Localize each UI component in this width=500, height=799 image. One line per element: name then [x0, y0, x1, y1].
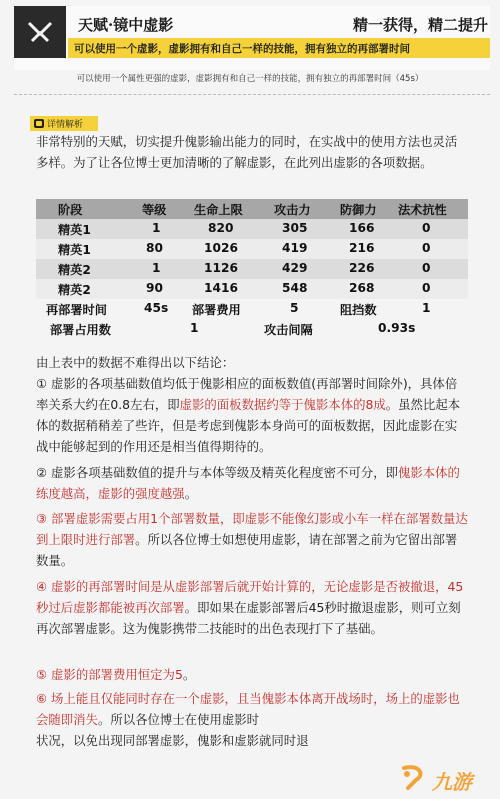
conclusion-1-tail: 。虽然比起本体的数据稍稍差了些许，但是考虑到傀影本身尚可的面板数据，因此虚影在实战中能够起到的作用还是相当值得期待的。	[36, 397, 461, 454]
conclusion-2	[36, 462, 468, 504]
cell-stage: 精英1	[58, 223, 91, 237]
table-row	[36, 279, 468, 299]
upgraded-description: 可以使用一个属性更强的虚影，虚影拥有和自己一样的技能，拥有独立的再部署时间（45s）	[76, 74, 424, 84]
cell-stage: 精英1	[58, 243, 91, 257]
header-cell-atk: 攻击力	[274, 203, 311, 217]
header-cell-def: 防御力	[340, 203, 377, 217]
conclusion-6-cut: 状况，以免出现同部署虚影，傀影和虚影就同时退	[36, 733, 309, 748]
heart-icon	[34, 119, 44, 128]
conclusion-6-highlight: ⑥ 场上能且仅能同时存在一个虚影，且当傀影本体离开战场时，场上的虚影也会随即消失	[36, 691, 460, 727]
talent-description-band	[68, 38, 490, 58]
redeploy-label: 再部署时间	[46, 303, 107, 317]
stats-table	[36, 199, 468, 339]
conclusion-2-highlight: 傀影本体的练度越高，虚影的强度越强	[36, 465, 460, 501]
cell-def: 166	[349, 221, 375, 235]
cost-label: 部署费用	[192, 303, 241, 317]
divider	[14, 94, 490, 95]
jiuyou-logo-icon	[398, 764, 428, 792]
redeploy-value: 45s	[144, 301, 169, 315]
conclusion-3-highlight: ③ 部署虚影需要占用1个部署数量，即虚影不能像幻影或小车一样在部署数量达到上限时进行部署	[36, 511, 468, 547]
table-row	[36, 259, 468, 279]
cell-def: 216	[349, 241, 375, 255]
header-cell-level: 等级	[142, 203, 167, 217]
talent-condition: 精一获得，精二提升	[352, 16, 488, 34]
details-tag-label: 详情解析	[47, 120, 84, 130]
interval-value: 0.93s	[378, 321, 416, 335]
cell-atk: 548	[282, 281, 308, 295]
cell-level: 1	[152, 221, 161, 235]
header-cell-hp: 生命上限	[194, 203, 243, 217]
cell-hp: 820	[208, 221, 234, 235]
conclusion-3-tail: 。所以各位博士如想使用虚影，请在部署之前为它留出部署数量。	[36, 532, 458, 568]
conclusion-5-highlight: ⑤ 虚影的部署费用恒定为5	[36, 667, 183, 682]
title-row	[68, 12, 490, 36]
watermark	[398, 762, 494, 794]
slots-label: 部署占用数	[50, 323, 111, 337]
talent-description: 可以使用一个虚影，虚影拥有和自己一样的技能，拥有独立的再部署时间	[74, 43, 410, 55]
header-cell-res: 法术抗性	[398, 203, 447, 217]
watermark-text: 九游	[432, 770, 472, 794]
cell-level: 80	[146, 241, 163, 255]
conclusion-2-tail: 。	[184, 486, 198, 501]
cost-value: 5	[290, 301, 299, 315]
conclusion-1	[36, 373, 468, 457]
cell-atk: 429	[282, 261, 308, 275]
cell-stage: 精英2	[58, 263, 91, 277]
slots-value: 1	[190, 321, 199, 335]
cell-atk: 419	[282, 241, 308, 255]
intro-paragraph: 非常特别的天赋，切实提升傀影输出能力的同时，在实战中的使用方法也灵活多样。为了让各位博士更加清晰的了解虚影，在此列出虚影的各项数据。	[36, 134, 458, 170]
block-value: 1	[422, 301, 431, 315]
details-tag	[30, 116, 98, 131]
cell-def: 226	[349, 261, 375, 275]
cell-stage: 精英2	[58, 283, 91, 297]
cell-res: 0	[422, 221, 431, 235]
table-row	[36, 239, 468, 259]
talent-title: 天赋·镜中虚影	[78, 16, 174, 34]
conclusion-2-text: ② 虚影各项基础数值的提升与本体等级及精英化程度密不可分，即	[36, 465, 398, 480]
crossed-blades-icon	[14, 6, 66, 58]
cell-atk: 305	[282, 221, 308, 235]
conclusion-3	[36, 508, 468, 571]
interval-label: 攻击间隔	[264, 323, 313, 337]
cell-hp: 1416	[204, 281, 238, 295]
header-cell-stage: 阶段	[58, 203, 83, 217]
conclusion-4-highlight: ④ 虚影的再部署时间是从虚影部署后就开始计算的，无论虚影是否被撤退，45秒过后虚影都能被再次部署	[36, 579, 464, 615]
cell-res: 0	[422, 241, 431, 255]
conclusion-4	[36, 576, 468, 639]
table-extra-row	[36, 319, 468, 339]
conclusion-1-text: ① 虚影的各项基础数值均低于傀影相应的面板数值(再部署时间除外)，具体倍率关系大约在0.8左右，即	[36, 376, 458, 412]
cell-level: 90	[146, 281, 163, 295]
table-row	[36, 219, 468, 239]
conclusion-1-highlight: 虚影的面板数据约等于傀影本体的8成	[179, 397, 386, 412]
cell-def: 268	[349, 281, 375, 295]
talent-header	[14, 6, 490, 70]
conclusion-lead: 由上表中的数据不难得出以下结论：	[36, 355, 235, 370]
conclusion-5-tail: 。	[182, 667, 196, 682]
cell-hp: 1026	[204, 241, 238, 255]
table-header-row	[36, 199, 468, 219]
cell-level: 1	[152, 261, 161, 275]
conclusion-4-tail: 。即如果在虚影部署后45秒时撤退虚影，则可立刻再次部署虚影。这为傀影携带二技能时的出色表现打下了基础。	[36, 600, 461, 636]
block-label: 阻挡数	[340, 303, 377, 317]
conclusion-6-tail: 。所以各位博士在使用虚影时	[97, 712, 260, 727]
table-extra-row	[36, 299, 468, 319]
cell-res: 0	[422, 281, 431, 295]
conclusion-5	[36, 664, 468, 685]
cell-hp: 1126	[204, 261, 238, 275]
cell-res: 0	[422, 261, 431, 275]
